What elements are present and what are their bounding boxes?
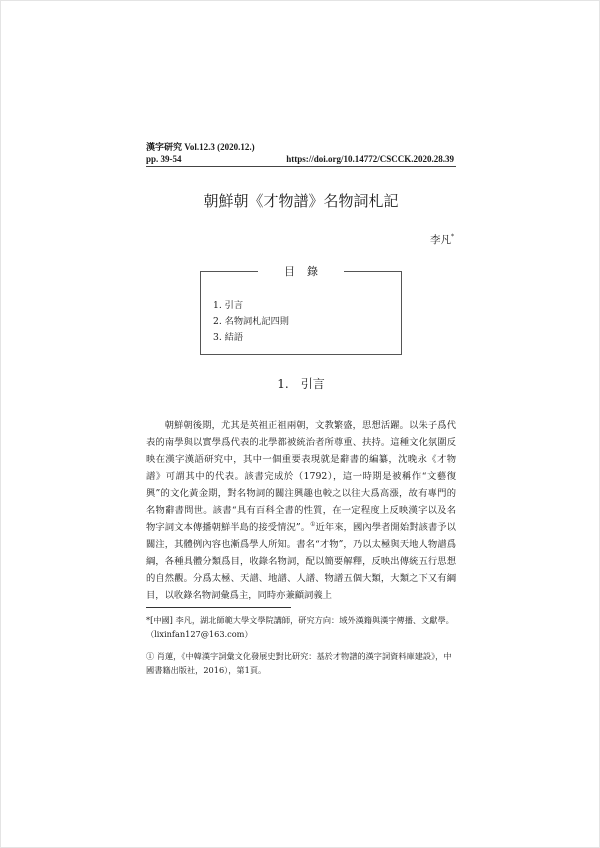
footnote-rule	[146, 607, 291, 608]
author-footnote-mark: *	[451, 233, 454, 241]
paper-title: 朝鮮朝《才物譜》名物詞札記	[203, 192, 399, 210]
toc-list	[213, 298, 289, 346]
journal-name: 漢字研究 Vol.12.3 (2020.12.)	[146, 142, 255, 152]
body-paragraph	[146, 417, 456, 604]
footnote-1: ① 肖蓮，《中韓漢字詞彙文化發展史對比研究：基於才物譜的漢字詞資料庫建設》，中國書籍出版社，2016），第1頁。	[146, 651, 452, 675]
doi-link[interactable]: https://doi.org/10.14772/CSCCK.2020.28.39	[286, 154, 454, 164]
section-heading: 1. 引言	[277, 377, 325, 391]
header-rule	[146, 166, 456, 167]
author-name: 李凡	[430, 234, 451, 246]
toc-item-conclusion[interactable]: 3. 結語	[213, 332, 244, 343]
body-text-part2: 近年來，國內學者開始對該書予以關注，其體例內容也漸爲學人所知。書名“才物”，乃以太極與天地人物譜爲綱，各種具體分類爲目，收錄名物詞，配以簡要解釋，反映出傳統五行思想的自然觀。分爲太極、天譜、地譜、人譜、物譜五個大類，大類之下又有綱目，以收錄名物詞彙爲主，同時亦兼顧詞義上	[146, 522, 456, 601]
toc-item-intro[interactable]: 1. 引言	[213, 300, 244, 311]
toc-title: 目錄	[258, 264, 344, 279]
body-text-part1: 朝鮮朝後期，尤其是英祖正祖兩朝，文教繁盛，思想活躍。以朱子爲代表的南學與以實學爲代表的北學都被統治者所尊重、扶持。這種文化氛圍反映在漢字漢語研究中，其中一個重要表現就是辭書的編纂，沈晚永《才物譜》可謂其中的代表。該書完成於（1792），這一時期是被稱作“文藝復興”的文化黃金期，對名物詞的關注興趣也較之以往大爲高漲，故有專門的名物辭書問世。該書“具有百科全書的性質，在一定程度上反映漢字以及名物字詞文本傳播朝鮮半島的接受情況”。	[146, 420, 456, 533]
author	[430, 232, 454, 247]
footnote-author: *[中國] 李凡，湖北師範大學文學院講師，研究方向：域外漢籍與漢字傳播、文獻學。（lixinfan127@163.com）	[146, 615, 454, 639]
footnote-ref[interactable]: ①	[310, 520, 316, 528]
page-range: pp. 39-54	[146, 154, 182, 164]
table-of-contents	[200, 265, 402, 355]
toc-item-notes[interactable]: 2. 名物詞札記四則	[213, 316, 289, 327]
